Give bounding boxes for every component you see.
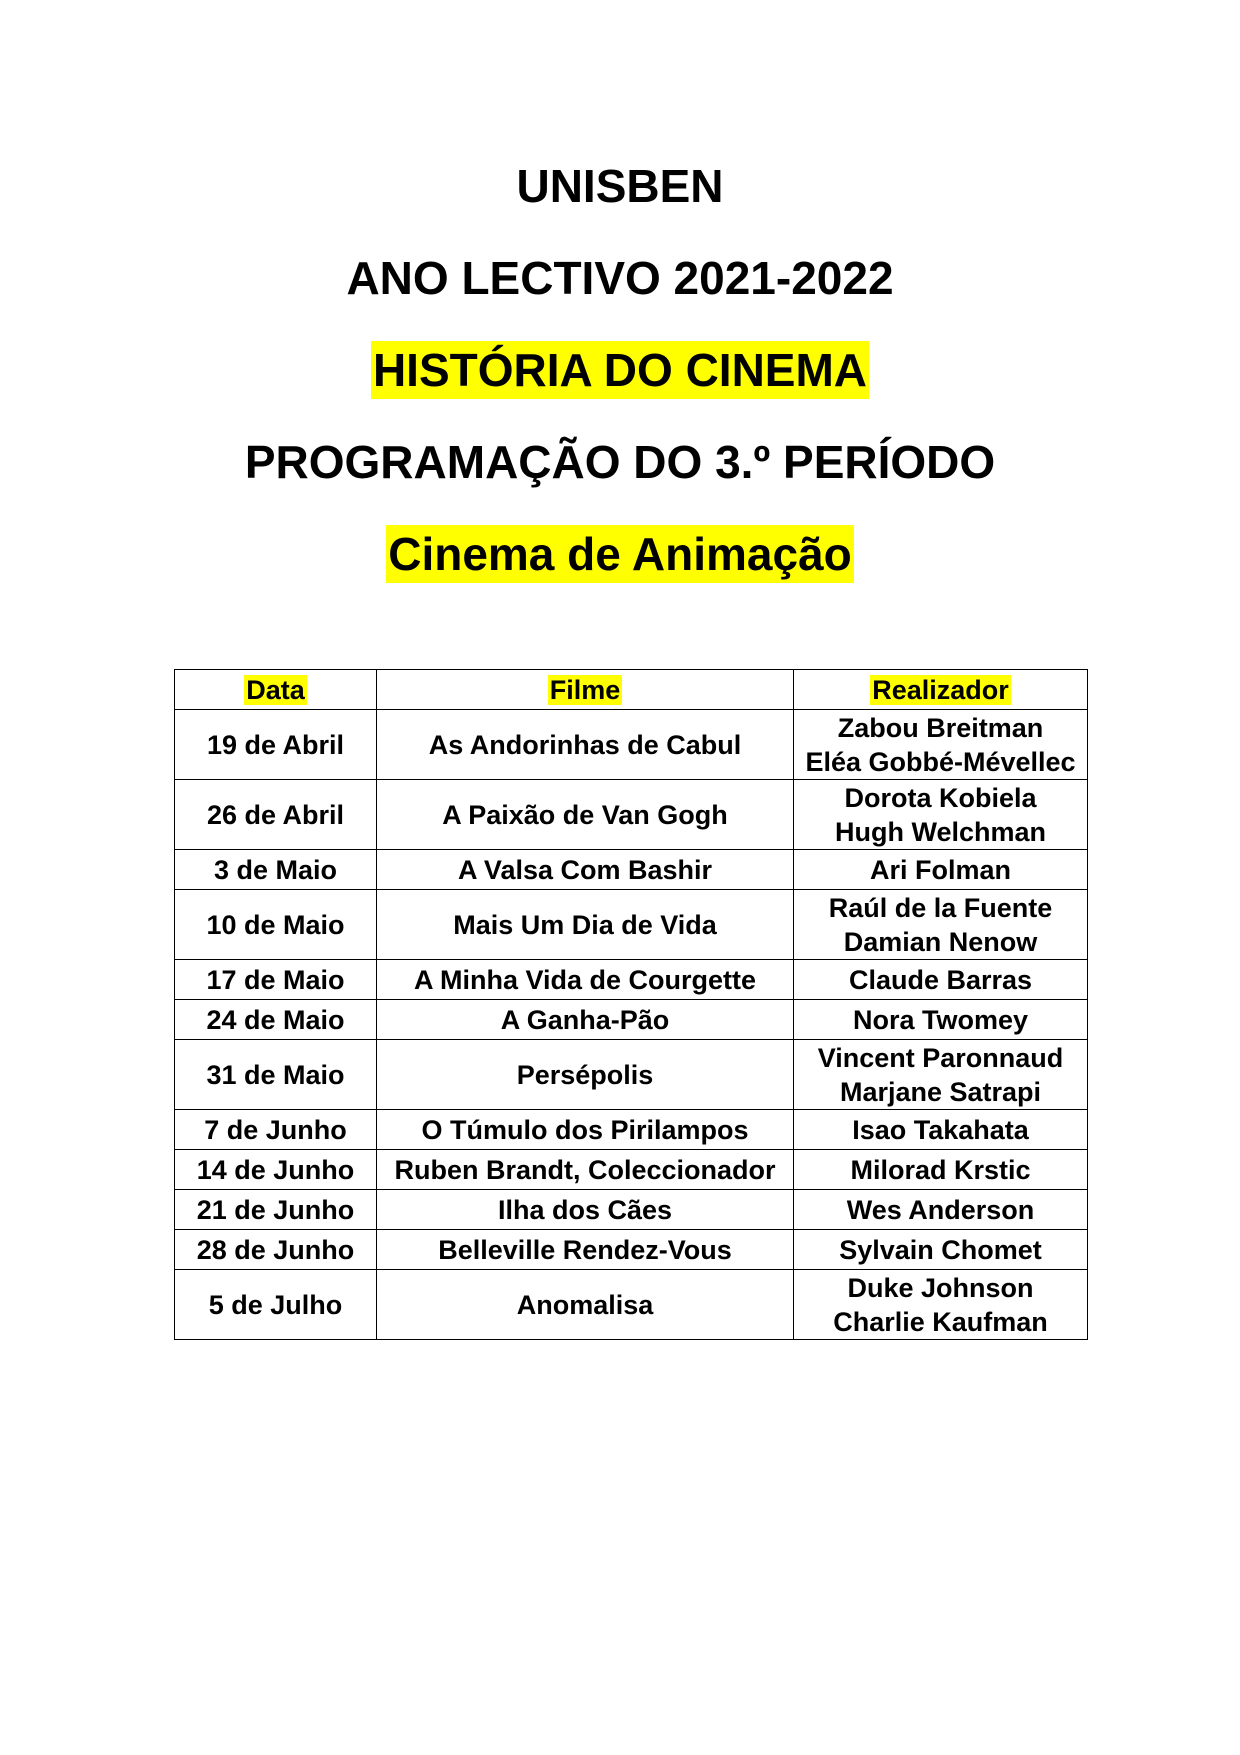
director-cell [794, 1270, 1088, 1340]
date-cell: 10 de Maio [175, 890, 377, 960]
director-cell [794, 1040, 1088, 1110]
theme-title [0, 508, 1240, 600]
film-cell: Ilha dos Cães [377, 1190, 794, 1230]
table-row [175, 1190, 1088, 1230]
column-header-director [794, 670, 1088, 710]
film-cell: Ruben Brandt, Coleccionador [377, 1150, 794, 1190]
director-cell [794, 710, 1088, 780]
date-cell: 7 de Junho [175, 1110, 377, 1150]
director-name: Milorad Krstic [850, 1154, 1031, 1185]
table-row [175, 1150, 1088, 1190]
column-header-date-label: Data [246, 674, 305, 705]
table-row [175, 850, 1088, 890]
column-header-film [377, 670, 794, 710]
film-cell: A Paixão de Van Gogh [377, 780, 794, 850]
course-title [0, 324, 1240, 416]
director-name: Zabou Breitman [837, 712, 1044, 743]
table-row [175, 710, 1088, 780]
column-header-film-label: Filme [549, 674, 621, 705]
table-row [175, 1270, 1088, 1340]
director-name: Damian Nenow [843, 926, 1038, 957]
film-cell: As Andorinhas de Cabul [377, 710, 794, 780]
director-name: Vincent Paronnaud [817, 1042, 1064, 1073]
director-cell [794, 1190, 1088, 1230]
film-cell: A Valsa Com Bashir [377, 850, 794, 890]
theme-title-text: Cinema de Animação [386, 525, 854, 583]
document-title-block [0, 140, 1240, 600]
film-cell: Anomalisa [377, 1270, 794, 1340]
schedule-table [174, 669, 1088, 1340]
table-row [175, 1230, 1088, 1270]
date-cell: 31 de Maio [175, 1040, 377, 1110]
director-name: Hugh Welchman [834, 816, 1047, 847]
film-cell: Persépolis [377, 1040, 794, 1110]
institution-title-text: UNISBEN [516, 160, 724, 212]
date-cell: 14 de Junho [175, 1150, 377, 1190]
film-cell: A Minha Vida de Courgette [377, 960, 794, 1000]
table-row [175, 780, 1088, 850]
director-cell [794, 1150, 1088, 1190]
schedule-table-body [175, 710, 1088, 1340]
film-cell: Mais Um Dia de Vida [377, 890, 794, 960]
director-name: Isao Takahata [852, 1114, 1029, 1145]
film-cell: Belleville Rendez-Vous [377, 1230, 794, 1270]
director-cell [794, 1110, 1088, 1150]
film-cell: A Ganha-Pão [377, 1000, 794, 1040]
date-cell: 26 de Abril [175, 780, 377, 850]
director-name: Dorota Kobiela [844, 782, 1037, 813]
director-cell [794, 890, 1088, 960]
table-row [175, 1000, 1088, 1040]
course-title-text: HISTÓRIA DO CINEMA [371, 341, 869, 399]
film-cell: O Túmulo dos Pirilampos [377, 1110, 794, 1150]
director-name: Sylvain Chomet [839, 1234, 1042, 1265]
director-name: Wes Anderson [846, 1194, 1035, 1225]
director-name: Eléa Gobbé-Mévellec [805, 746, 1076, 777]
table-header-row [175, 670, 1088, 710]
date-cell: 19 de Abril [175, 710, 377, 780]
director-name: Raúl de la Fuente [828, 892, 1053, 923]
director-name: Charlie Kaufman [833, 1306, 1048, 1337]
date-cell: 24 de Maio [175, 1000, 377, 1040]
programme-title [0, 416, 1240, 508]
table-row [175, 1110, 1088, 1150]
academic-year-title [0, 232, 1240, 324]
date-cell: 17 de Maio [175, 960, 377, 1000]
director-name: Duke Johnson [847, 1272, 1034, 1303]
table-row [175, 890, 1088, 960]
director-cell [794, 780, 1088, 850]
date-cell: 21 de Junho [175, 1190, 377, 1230]
table-row [175, 960, 1088, 1000]
director-name: Marjane Satrapi [839, 1076, 1042, 1107]
director-cell [794, 960, 1088, 1000]
director-cell [794, 850, 1088, 890]
director-name: Ari Folman [869, 854, 1011, 885]
date-cell: 5 de Julho [175, 1270, 377, 1340]
director-cell [794, 1230, 1088, 1270]
date-cell: 3 de Maio [175, 850, 377, 890]
column-header-date [175, 670, 377, 710]
director-cell [794, 1000, 1088, 1040]
programme-title-text: PROGRAMAÇÃO DO 3.º PERÍODO [244, 436, 996, 488]
date-cell: 28 de Junho [175, 1230, 377, 1270]
director-name: Nora Twomey [852, 1004, 1029, 1035]
column-header-director-label: Realizador [872, 674, 1009, 705]
institution-title [0, 140, 1240, 232]
table-row [175, 1040, 1088, 1110]
academic-year-text: ANO LECTIVO 2021-2022 [346, 252, 894, 304]
director-name: Claude Barras [848, 964, 1033, 995]
